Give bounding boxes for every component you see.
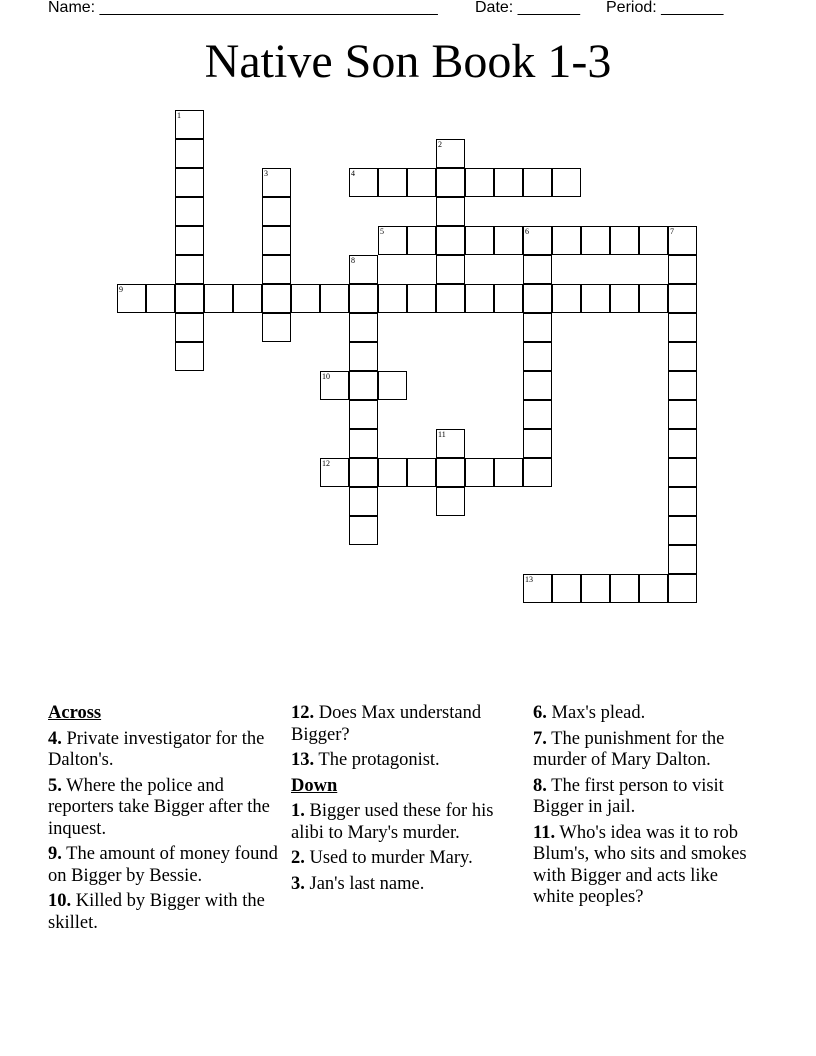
grid-cell[interactable] xyxy=(349,255,378,284)
cell-number: 1 xyxy=(177,111,181,120)
grid-cell[interactable] xyxy=(668,371,697,400)
grid-cell[interactable] xyxy=(262,284,291,313)
down-heading: Down xyxy=(291,775,338,796)
clue-text: The protagonist. xyxy=(318,750,440,770)
grid-cell[interactable] xyxy=(291,284,320,313)
clue-down-3 xyxy=(291,874,523,896)
grid-cell[interactable] xyxy=(407,168,436,197)
grid-cell[interactable] xyxy=(349,284,378,313)
grid-cell[interactable] xyxy=(523,168,552,197)
across-heading: Across xyxy=(48,703,102,723)
grid-cell[interactable] xyxy=(668,429,697,458)
clue-text: Max's plead. xyxy=(551,703,646,723)
grid-cell[interactable] xyxy=(436,197,465,226)
clue-number: 10. xyxy=(48,891,72,911)
grid-cell[interactable] xyxy=(175,226,204,255)
cell-number: 2 xyxy=(438,140,442,149)
cell-number: 6 xyxy=(525,227,529,236)
grid-cell[interactable] xyxy=(436,255,465,284)
grid-cell[interactable] xyxy=(233,284,262,313)
clue-number: 4. xyxy=(48,728,62,749)
grid-cell[interactable] xyxy=(668,545,697,574)
grid-cell[interactable] xyxy=(523,371,552,400)
cell-number: 13 xyxy=(525,575,533,584)
grid-cell[interactable] xyxy=(175,313,204,342)
grid-cell[interactable] xyxy=(668,516,697,545)
grid-cell[interactable] xyxy=(320,458,349,487)
cell-number: 3 xyxy=(264,169,268,178)
grid-cell[interactable] xyxy=(639,226,668,255)
clue-text: Does Max understand Bigger? xyxy=(291,703,482,745)
clue-number: 12. xyxy=(291,703,315,723)
grid-cell[interactable] xyxy=(262,313,291,342)
grid-cell[interactable] xyxy=(320,284,349,313)
grid-cell[interactable] xyxy=(465,458,494,487)
grid-cell[interactable] xyxy=(465,284,494,313)
grid-cell[interactable] xyxy=(581,284,610,313)
clue-across-12 xyxy=(291,703,523,746)
clue-across-9 xyxy=(48,844,280,887)
clue-across-5 xyxy=(48,776,280,841)
grid-cell[interactable] xyxy=(523,574,552,603)
grid-cell[interactable] xyxy=(552,574,581,603)
grid-cell[interactable] xyxy=(610,226,639,255)
grid-cell[interactable] xyxy=(436,226,465,255)
grid-cell[interactable] xyxy=(436,487,465,516)
clue-number: 2. xyxy=(291,848,305,868)
grid-cell[interactable] xyxy=(552,168,581,197)
grid-cell[interactable] xyxy=(523,429,552,458)
clue-text: Where the police and reporters take Bigger after the inquest. xyxy=(48,775,270,839)
grid-cell[interactable] xyxy=(378,371,407,400)
clue-down-2 xyxy=(291,848,523,870)
grid-cell[interactable] xyxy=(117,284,146,313)
grid-cell[interactable] xyxy=(262,168,291,197)
clue-column-1 xyxy=(48,703,280,938)
grid-cell[interactable] xyxy=(378,458,407,487)
clue-across-10 xyxy=(48,891,280,934)
clue-text: Private investigator for the Dalton's. xyxy=(48,728,265,770)
grid-cell[interactable] xyxy=(262,197,291,226)
name-field[interactable]: Name: ______________________________________ xyxy=(48,0,438,16)
grid-cell[interactable] xyxy=(610,284,639,313)
clue-down-8 xyxy=(533,776,763,819)
grid-cell[interactable] xyxy=(262,255,291,284)
cell-number: 8 xyxy=(351,256,355,265)
grid-cell[interactable] xyxy=(349,371,378,400)
grid-cell[interactable] xyxy=(523,313,552,342)
grid-cell[interactable] xyxy=(523,226,552,255)
grid-cell[interactable] xyxy=(349,516,378,545)
grid-cell[interactable] xyxy=(523,255,552,284)
clue-text: Bigger used these for his alibi to Mary's murder. xyxy=(291,801,494,843)
grid-cell[interactable] xyxy=(523,342,552,371)
grid-cell[interactable] xyxy=(349,400,378,429)
clue-text: Used to murder Mary. xyxy=(309,848,473,868)
grid-cell[interactable] xyxy=(349,168,378,197)
cell-number: 7 xyxy=(670,227,674,236)
grid-cell[interactable] xyxy=(349,487,378,516)
grid-cell[interactable] xyxy=(436,284,465,313)
clue-number: 7. xyxy=(533,728,547,749)
grid-cell[interactable] xyxy=(668,284,697,313)
grid-cell[interactable] xyxy=(581,226,610,255)
cell-number: 4 xyxy=(351,169,355,178)
grid-cell[interactable] xyxy=(668,400,697,429)
grid-cell[interactable] xyxy=(494,226,523,255)
grid-cell[interactable] xyxy=(175,342,204,371)
clue-number: 1. xyxy=(291,801,305,821)
grid-cell[interactable] xyxy=(610,574,639,603)
grid-cell[interactable] xyxy=(552,284,581,313)
grid-cell[interactable] xyxy=(204,284,233,313)
grid-cell[interactable] xyxy=(262,226,291,255)
clue-column-3 xyxy=(533,703,763,913)
grid-cell[interactable] xyxy=(349,429,378,458)
grid-cell[interactable] xyxy=(175,197,204,226)
grid-cell[interactable] xyxy=(175,139,204,168)
puzzle-title: Native Son Book 1-3 xyxy=(204,35,612,88)
grid-cell[interactable] xyxy=(175,168,204,197)
grid-cell[interactable] xyxy=(378,284,407,313)
clue-down-11 xyxy=(533,823,763,909)
clue-number: 8. xyxy=(533,775,547,796)
grid-cell[interactable] xyxy=(175,284,204,313)
clue-down-1 xyxy=(291,801,523,844)
date-field[interactable]: Date: _______ xyxy=(475,0,580,16)
grid-cell[interactable] xyxy=(349,313,378,342)
grid-cell[interactable] xyxy=(378,226,407,255)
grid-cell[interactable] xyxy=(668,226,697,255)
clue-text: The first person to visit Bigger in jail. xyxy=(533,775,724,817)
clue-number: 6. xyxy=(533,703,547,723)
clue-text: Killed by Bigger with the skillet. xyxy=(48,891,265,933)
clue-text: Jan's last name. xyxy=(309,873,425,894)
clue-number: 11. xyxy=(533,822,556,843)
clue-column-2 xyxy=(291,703,523,899)
grid-cell[interactable] xyxy=(436,168,465,197)
clue-number: 9. xyxy=(48,844,62,864)
grid-cell[interactable] xyxy=(320,371,349,400)
grid-cell[interactable] xyxy=(465,168,494,197)
grid-cell[interactable] xyxy=(523,458,552,487)
grid-cell[interactable] xyxy=(581,574,610,603)
grid-cell[interactable] xyxy=(639,574,668,603)
clue-down-7 xyxy=(533,729,763,772)
grid-cell[interactable] xyxy=(378,168,407,197)
grid-cell[interactable] xyxy=(146,284,175,313)
cell-number: 12 xyxy=(322,459,330,468)
grid-cell[interactable] xyxy=(349,458,378,487)
cell-number: 11 xyxy=(438,430,446,439)
grid-cell[interactable] xyxy=(668,487,697,516)
clue-number: 5. xyxy=(48,775,62,796)
period-field[interactable]: Period: _______ xyxy=(606,0,724,16)
clue-number: 3. xyxy=(291,873,305,894)
grid-cell[interactable] xyxy=(494,458,523,487)
grid-cell[interactable] xyxy=(436,458,465,487)
grid-cell[interactable] xyxy=(523,284,552,313)
grid-cell[interactable] xyxy=(668,458,697,487)
clue-text: Who's idea was it to rob Blum's, who sits and smokes with Bigger and acts like white peoples? xyxy=(533,822,747,907)
grid-cell[interactable] xyxy=(668,313,697,342)
grid-cell[interactable] xyxy=(668,342,697,371)
grid-cell[interactable] xyxy=(175,255,204,284)
clue-across-4 xyxy=(48,729,280,772)
cell-number: 5 xyxy=(380,227,384,236)
grid-cell[interactable] xyxy=(494,168,523,197)
grid-cell[interactable] xyxy=(175,110,204,139)
grid-cell[interactable] xyxy=(465,226,494,255)
grid-cell[interactable] xyxy=(668,255,697,284)
grid-cell[interactable] xyxy=(407,284,436,313)
grid-cell[interactable] xyxy=(349,342,378,371)
cell-number: 9 xyxy=(119,285,123,294)
cell-number: 10 xyxy=(322,372,330,381)
grid-cell[interactable] xyxy=(407,458,436,487)
grid-cell[interactable] xyxy=(523,400,552,429)
clue-text: The amount of money found on Bigger by Bessie. xyxy=(48,844,278,886)
grid-cell[interactable] xyxy=(639,284,668,313)
grid-cell[interactable] xyxy=(668,574,697,603)
clue-number: 13. xyxy=(291,750,315,770)
clue-down-6 xyxy=(533,703,763,725)
clue-across-13 xyxy=(291,750,523,772)
grid-cell[interactable] xyxy=(494,284,523,313)
grid-cell[interactable] xyxy=(552,226,581,255)
grid-cell[interactable] xyxy=(407,226,436,255)
clue-text: The punishment for the murder of Mary Dalton. xyxy=(533,728,725,770)
grid-cell[interactable] xyxy=(436,139,465,168)
grid-cell[interactable] xyxy=(436,429,465,458)
